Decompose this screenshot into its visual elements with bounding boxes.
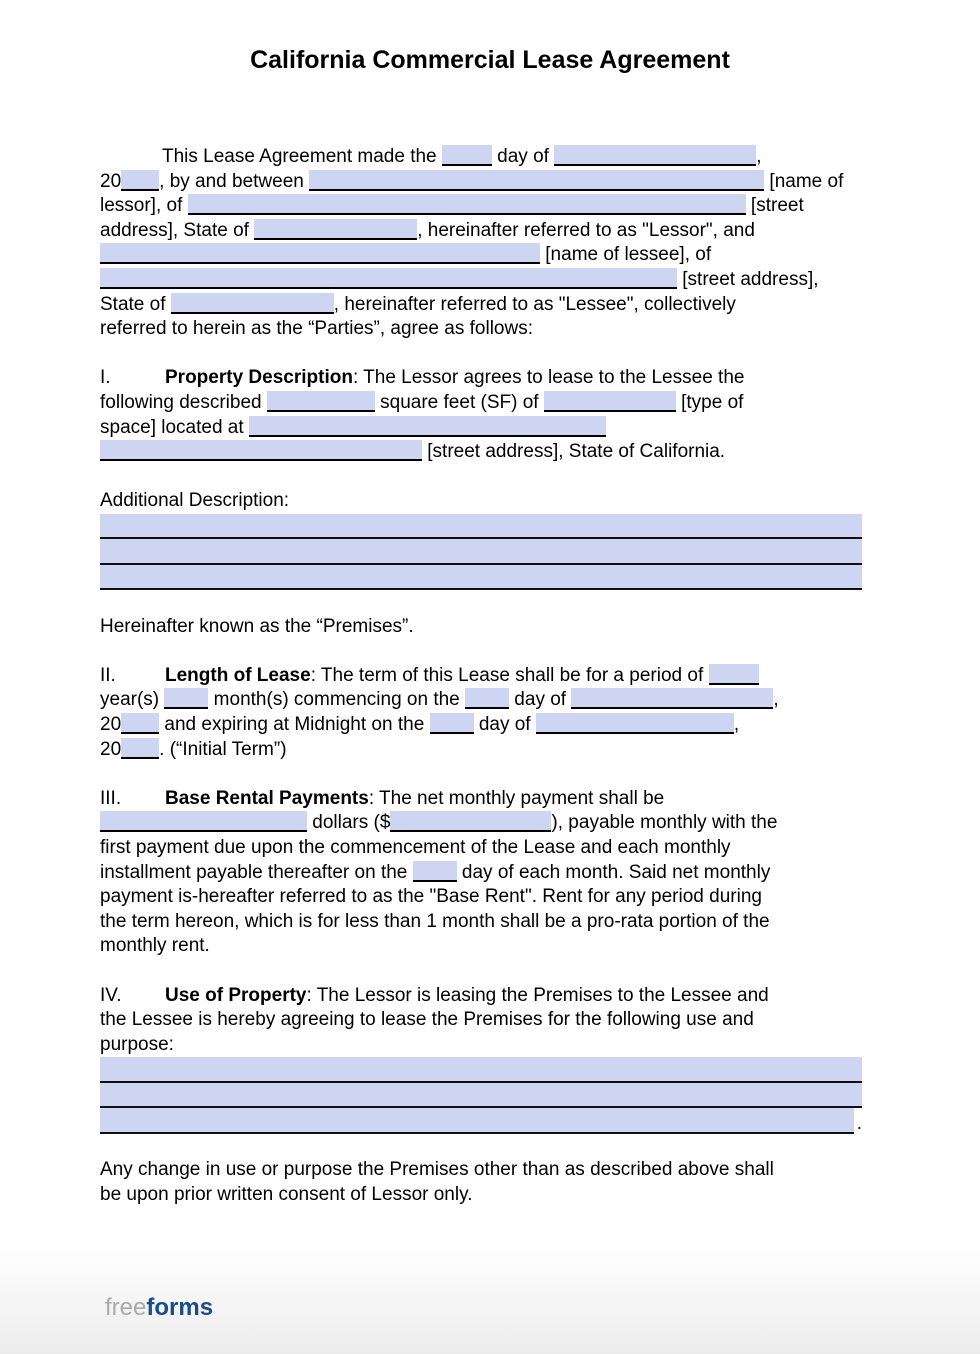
blank-field[interactable]: [100, 811, 307, 832]
document-body: [100, 145, 862, 1207]
text-run: day of: [473, 714, 536, 736]
blank-field[interactable]: [536, 713, 734, 734]
blank-field[interactable]: [100, 243, 540, 264]
text-run: , by and between: [159, 170, 310, 192]
fill-line-wrap: [100, 1108, 862, 1133]
page-footer: [0, 1242, 980, 1354]
text-run: day of: [491, 146, 555, 167]
blank-line-field[interactable]: [100, 565, 862, 590]
section-numeral: I.: [100, 367, 111, 389]
blank-field[interactable]: [121, 713, 159, 734]
text-run: monthly rent.: [100, 935, 210, 957]
text-run: first payment due upon the commencement of the Lease and each monthly: [100, 837, 731, 859]
text-run: [street address], State of California.: [422, 441, 726, 463]
text-line: [100, 243, 862, 268]
additional-description-lines: [100, 514, 862, 590]
premises-note: [100, 615, 862, 640]
text-run: month(s) commencing on the: [208, 689, 466, 711]
text-line: [100, 861, 862, 886]
section-heading: Base Rental Payments: [165, 787, 369, 809]
freeforms-logo: [105, 1296, 213, 1320]
text-run: be upon prior written consent of Lessor only.: [100, 1183, 473, 1205]
blank-field[interactable]: [100, 440, 422, 461]
section-heading: Length of Lease: [165, 664, 311, 686]
text-run: , hereinafter referred to as "Lessee", collectively: [333, 293, 736, 315]
text-run: address], State of: [100, 219, 255, 241]
blank-field[interactable]: [121, 170, 159, 191]
text-run: the term hereon, which is for less than 1 month shall be a pro-rata portion of the: [100, 910, 770, 932]
text-run: ,: [756, 146, 762, 167]
section-1-property-description: [100, 366, 862, 464]
blank-line-field[interactable]: [100, 1108, 854, 1133]
text-run: : The Lessor is leasing the Premises to the Lessee and: [306, 984, 769, 1006]
blank-field[interactable]: [254, 219, 417, 240]
text-run: [name of: [764, 170, 844, 192]
intro-paragraph: [100, 145, 862, 342]
text-run: [street: [745, 195, 804, 217]
text-line: [100, 615, 862, 640]
blank-field[interactable]: [309, 170, 764, 191]
text-line: [100, 1033, 862, 1058]
blank-field[interactable]: [100, 268, 677, 289]
brand-forms-text: forms: [146, 1294, 214, 1321]
text-run: . (“Initial Term”): [159, 738, 287, 760]
text-line: [100, 934, 862, 959]
blank-field[interactable]: [390, 811, 551, 832]
text-run: [type of: [675, 391, 744, 413]
section-numeral: III.: [100, 787, 122, 809]
text-run: purpose:: [100, 1033, 174, 1055]
blank-field[interactable]: [413, 861, 457, 882]
blank-line-field[interactable]: [100, 514, 862, 539]
section-heading: Property Description: [165, 367, 353, 389]
text-run: and expiring at Midnight on the: [159, 714, 430, 736]
text-line: [100, 293, 862, 318]
brand-free-text: free: [105, 1294, 147, 1321]
blank-field[interactable]: [544, 391, 676, 412]
text-run: installment payable thereafter on the: [100, 861, 413, 883]
blank-line-field[interactable]: [100, 539, 862, 564]
text-run: ,: [733, 714, 740, 736]
section-2-length-of-lease: [100, 664, 862, 762]
text-run: the Lessee is hereby agreeing to lease the Premises for the following use and: [100, 1009, 754, 1031]
text-run: 20: [100, 714, 122, 736]
section-heading: Use of Property: [165, 984, 307, 1006]
text-line: [100, 738, 862, 763]
text-line: [100, 713, 862, 738]
section-numeral: IV.: [100, 984, 122, 1006]
text-run: ), payable monthly with the: [551, 812, 778, 834]
text-run: Any change in use or purpose the Premises other than as described above shall: [100, 1159, 774, 1181]
blank-line-field[interactable]: [100, 1083, 862, 1108]
blank-field[interactable]: [121, 738, 159, 759]
text-run: square feet (SF) of: [374, 391, 544, 413]
text-run: Hereinafter known as the “Premises”.: [100, 615, 414, 637]
additional-description: [100, 489, 862, 590]
text-line: [100, 688, 862, 713]
text-run: State of: [100, 293, 171, 315]
text-line: [100, 219, 862, 244]
blank-line-field[interactable]: [100, 1057, 862, 1082]
text-run: dollars ($: [307, 812, 391, 834]
text-line: [100, 910, 862, 935]
blank-field[interactable]: [267, 391, 375, 412]
page-title: California Commercial Lease Agreement: [250, 46, 730, 74]
text-run: day of: [509, 689, 572, 711]
text-run: space] located at: [100, 416, 249, 438]
text-run: [name of lessee], of: [540, 244, 712, 266]
blank-field[interactable]: [164, 688, 208, 709]
text-run: , hereinafter referred to as "Lessor", and: [417, 219, 755, 241]
text-line: [100, 664, 862, 689]
text-line: [100, 194, 862, 219]
use-change-note: [100, 1158, 862, 1207]
text-run: 20: [100, 738, 122, 760]
blank-field[interactable]: [430, 713, 474, 734]
trailing-punctuation: .: [856, 1112, 862, 1134]
text-run: Additional Description:: [100, 490, 290, 512]
text-line: [100, 1158, 862, 1183]
text-line: [100, 984, 862, 1009]
blank-field[interactable]: [709, 664, 759, 685]
blank-field[interactable]: [249, 416, 606, 437]
text-run: day of each month. Said net monthly: [456, 861, 771, 883]
text-run: [street address],: [677, 268, 819, 290]
section-3-base-rental-payments: [100, 787, 862, 959]
text-run: ,: [773, 689, 779, 711]
section-4-use-of-property: [100, 984, 862, 1134]
blank-field[interactable]: [171, 293, 334, 314]
text-run: lessor], of: [100, 195, 188, 217]
text-line: [100, 489, 862, 514]
text-line: [100, 391, 862, 416]
text-line: [100, 1008, 862, 1033]
text-line: [100, 145, 862, 170]
text-line: [100, 1183, 862, 1208]
text-line: [100, 885, 862, 910]
section-numeral: II.: [100, 664, 116, 686]
blank-field[interactable]: [554, 145, 756, 166]
text-run: : The term of this Lease shall be for a period of: [310, 664, 709, 686]
section-4-use-of-property-lines: [100, 1057, 862, 1133]
blank-field[interactable]: [571, 688, 773, 709]
text-line: [100, 811, 862, 836]
blank-field[interactable]: [442, 145, 492, 166]
text-line: [100, 268, 862, 293]
blank-field[interactable]: [465, 688, 509, 709]
text-run: referred to herein as the “Parties”, agree as follows:: [100, 318, 533, 340]
blank-field[interactable]: [188, 194, 746, 215]
text-run: year(s): [100, 689, 165, 711]
text-line: [100, 317, 862, 342]
text-run: : The Lessor agrees to lease to the Lessee the: [352, 367, 745, 389]
text-line: [100, 836, 862, 861]
text-line: [100, 366, 862, 391]
text-line: [100, 787, 862, 812]
text-run: : The net monthly payment shall be: [368, 787, 665, 809]
text-run: following described: [100, 391, 267, 413]
text-line: [100, 416, 862, 441]
text-run: 20: [100, 170, 122, 192]
text-run: payment is-hereafter referred to as the "Base Rent". Rent for any period during: [100, 886, 762, 908]
text-line: [100, 170, 862, 195]
text-run: This Lease Agreement made the: [162, 146, 442, 167]
text-line: [100, 440, 862, 465]
